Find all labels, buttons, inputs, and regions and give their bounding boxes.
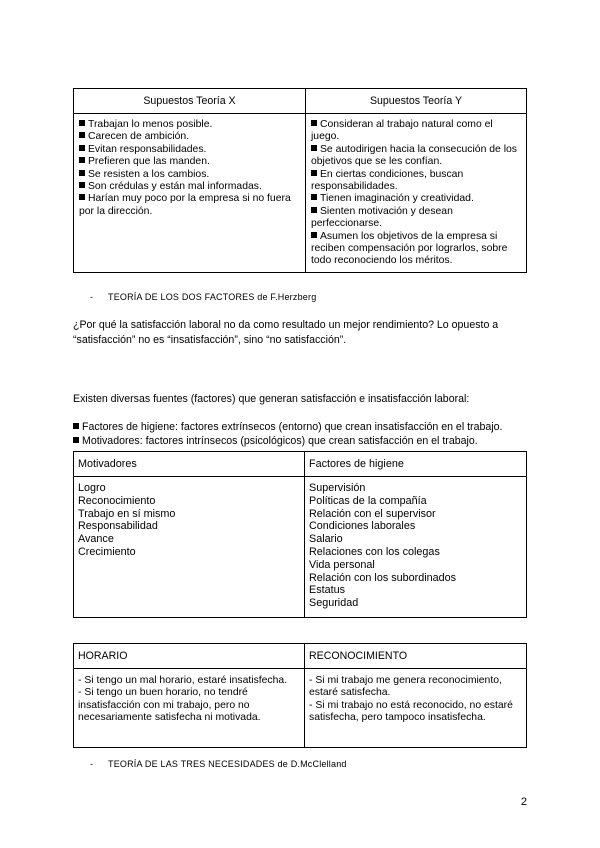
question-paragraph: ¿Por qué la satisfacción laboral no da como resultado un mejor rendimiento? Lo opuesto a “satisfacción” no es “insatisfacción”, sino “no satisfacción”. bbox=[73, 319, 499, 346]
header-horario: HORARIO bbox=[74, 644, 305, 669]
square-bullet-icon bbox=[79, 170, 85, 176]
list-item: Carecen de ambición. bbox=[79, 131, 301, 143]
list-item: Se autodirigen hacia la consecución de los objetivos que se les confían. bbox=[311, 143, 517, 168]
list-item: Supervisión bbox=[309, 482, 366, 494]
list-item: Evitan responsabilidades. bbox=[79, 144, 301, 156]
square-bullet-icon bbox=[79, 182, 85, 188]
list-item: Asumen los objetivos de la empresa si reciben compensación por lograrlos, sobre todo reconociendo los méritos. bbox=[311, 230, 508, 267]
list-item: Avance bbox=[78, 533, 114, 546]
list-item: Relación con el supervisor bbox=[309, 507, 436, 520]
list-item: Trabajan lo menos posible. bbox=[79, 119, 301, 131]
list-item: Consideran al trabajo natural como el juego. bbox=[311, 119, 493, 143]
square-bullet-icon bbox=[79, 194, 85, 200]
horario-reconocimiento-table bbox=[73, 643, 527, 748]
list-item: Factores de higiene: factores extrínsecos (entorno) que crean insatisfacción en el trabajo. bbox=[73, 420, 502, 434]
list-item: Trabajo en sí mismo bbox=[78, 507, 176, 520]
square-bullet-icon bbox=[79, 132, 85, 138]
higiene-list bbox=[305, 477, 527, 618]
list-item: Salario bbox=[309, 533, 343, 546]
list-item: Seguridad bbox=[309, 597, 359, 610]
theory-y-list bbox=[306, 114, 527, 273]
square-bullet-icon bbox=[311, 170, 317, 176]
header-reconocimiento: RECONOCIMIENTO bbox=[305, 644, 527, 669]
list-item: Son crédulas y están mal informadas. bbox=[79, 181, 301, 193]
factor-bullets bbox=[73, 420, 502, 448]
list-item: Reconocimiento bbox=[78, 494, 156, 507]
list-item: Relación con los subordinados bbox=[309, 571, 457, 584]
table-row bbox=[74, 477, 527, 618]
header-motivadores: Motivadores bbox=[74, 452, 305, 477]
section-heading-herzberg: - TEORÍA DE LOS DOS FACTORES de F.Herzberg bbox=[90, 292, 317, 302]
list-item: - Si tengo un buen horario, no tendré insatisfacción con mi trabajo, pero no necesariamente satisfecha ni motivada. bbox=[78, 687, 261, 724]
herzberg-factors-table bbox=[73, 451, 527, 618]
table-header-row bbox=[74, 89, 527, 114]
table-header-row bbox=[74, 644, 527, 669]
square-bullet-icon bbox=[311, 232, 317, 238]
theory-x-y-table bbox=[73, 88, 527, 273]
square-bullet-icon bbox=[79, 145, 85, 151]
motivadores-list bbox=[74, 477, 305, 618]
square-bullet-icon bbox=[311, 194, 317, 200]
list-item: Condiciones laborales bbox=[309, 520, 416, 533]
square-bullet-icon bbox=[79, 157, 85, 163]
table-header-row bbox=[74, 452, 527, 477]
header-theory-x: Supuestos Teoría X bbox=[74, 89, 306, 114]
list-item: Estatus bbox=[309, 584, 346, 597]
square-bullet-icon bbox=[311, 207, 317, 213]
table-row bbox=[74, 669, 527, 748]
list-item: Logro bbox=[78, 482, 106, 494]
square-bullet-icon bbox=[73, 437, 79, 443]
table-row bbox=[74, 114, 527, 273]
list-item: Tienen imaginación y creatividad. bbox=[311, 193, 522, 205]
list-item: Responsabilidad bbox=[78, 520, 158, 533]
list-item: - Si mi trabajo me genera reconocimiento, estaré satisfecha. bbox=[309, 675, 502, 699]
list-item: - Si tengo un mal horario, estaré insatisfecha. bbox=[78, 675, 288, 686]
header-theory-y: Supuestos Teoría Y bbox=[306, 89, 527, 114]
reconocimiento-cell bbox=[305, 669, 527, 748]
list-item: Crecimiento bbox=[78, 545, 136, 558]
section-heading-mcclelland: - TEORÍA DE LAS TRES NECESIDADES de D.McClelland bbox=[90, 759, 347, 769]
list-item: Sienten motivación y desean perfeccionarse. bbox=[311, 205, 453, 230]
square-bullet-icon bbox=[73, 423, 79, 429]
theory-x-list bbox=[74, 114, 306, 273]
header-factores-higiene: Factores de higiene bbox=[305, 452, 527, 477]
square-bullet-icon bbox=[311, 145, 317, 151]
list-item: Prefieren que las manden. bbox=[79, 156, 301, 168]
square-bullet-icon bbox=[311, 120, 317, 126]
list-item: En ciertas condiciones, buscan responsabilidades. bbox=[311, 168, 464, 193]
factors-intro: Existen diversas fuentes (factores) que generan satisfacción e insatisfacción laboral: bbox=[73, 393, 470, 405]
list-item: Se resisten a los cambios. bbox=[79, 169, 301, 181]
square-bullet-icon bbox=[79, 120, 85, 126]
list-item: Harían muy poco por la empresa si no fuera por la dirección. bbox=[79, 193, 291, 217]
horario-cell bbox=[74, 669, 305, 748]
list-item: Vida personal bbox=[309, 558, 375, 571]
page-number: 2 bbox=[520, 796, 527, 808]
list-item: - Si mi trabajo no está reconocido, no estaré satisfecha, pero tampoco insatisfecha. bbox=[309, 699, 513, 724]
list-item: Motivadores: factores intrínsecos (psicológicos) que crean satisfacción en el trabajo. bbox=[73, 434, 502, 448]
list-item: Relaciones con los colegas bbox=[309, 545, 440, 558]
list-item: Políticas de la compañía bbox=[309, 494, 427, 507]
